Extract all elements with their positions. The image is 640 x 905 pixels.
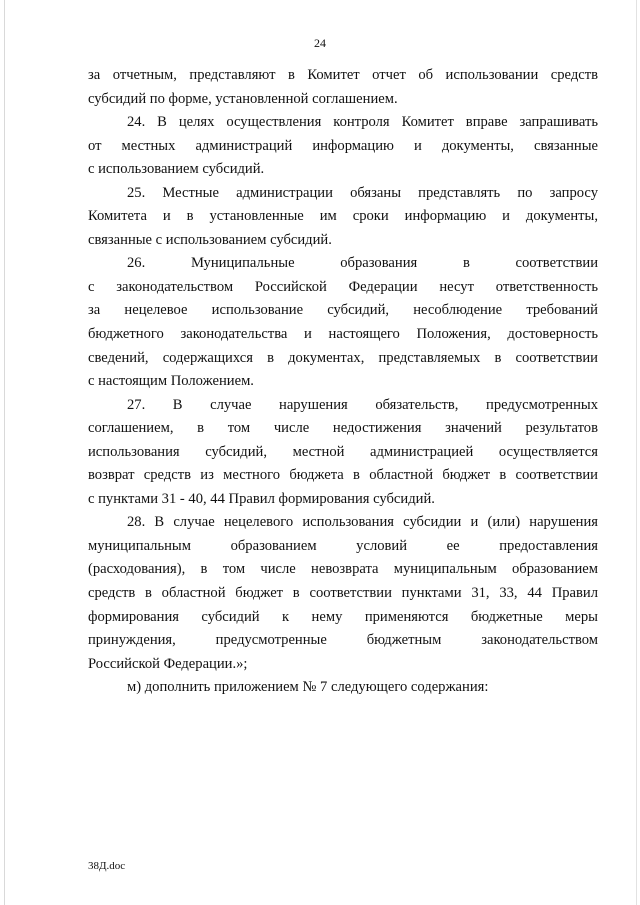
text-line: средств в областной бюджет в соответствии пунктами 31, 33, 44 Правил	[88, 585, 598, 602]
paragraph-cont	[88, 64, 598, 111]
text-line: 27. В случае нарушения обязательств, предусмотренных	[127, 396, 598, 413]
text-line: 26. Муниципальные образования в соответствии	[127, 255, 598, 272]
text-line: за нецелевое использование субсидий, несоблюдение требований	[88, 302, 598, 319]
paragraph-p28	[88, 511, 598, 676]
text-line: за отчетным, представляют в Комитет отчет об использовании средств	[88, 67, 598, 83]
text-line: Российской Федерации.»;	[88, 655, 248, 672]
text-line: возврат средств из местного бюджета в областной бюджет в соответствии	[88, 467, 598, 484]
text-line: связанные с использованием субсидий.	[88, 231, 332, 248]
text-line: от местных администраций информацию и документы, связанные	[88, 137, 598, 154]
text-line: принуждения, предусмотренные бюджетным законодательством	[88, 632, 598, 649]
document-body	[88, 64, 598, 700]
text-line: сведений, содержащихся в документах, представляемых в соответствии	[88, 349, 598, 366]
paragraph-p24	[88, 111, 598, 182]
text-line: использования субсидий, местной администрацией осуществляется	[88, 443, 598, 460]
paragraph-p27	[88, 394, 598, 512]
text-line: соглашением, в том числе недостижения значений результатов	[88, 420, 598, 437]
text-line: (расходования), в том числе невозврата муниципальным образованием	[88, 561, 598, 578]
paragraph-p26	[88, 252, 598, 393]
scan-edge-right	[636, 0, 637, 905]
paragraph-p25	[88, 182, 598, 253]
footer-file-name: 38Д.doc	[88, 860, 126, 872]
text-line: с использованием субсидий.	[88, 161, 265, 178]
text-line: 28. В случае нецелевого использования субсидии и (или) нарушения	[127, 514, 598, 531]
text-line: м) дополнить приложением № 7 следующего содержания:	[127, 679, 489, 696]
paragraph-pm	[88, 676, 598, 700]
text-line: с пунктами 31 - 40, 44 Правил формирования субсидий.	[88, 490, 435, 507]
text-line: 24. В целях осуществления контроля Комитет вправе запрашивать	[127, 114, 598, 131]
text-line: 25. Местные администрации обязаны представлять по запросу	[127, 184, 598, 201]
text-line: с настоящим Положением.	[88, 373, 254, 390]
scan-edge-left	[4, 0, 5, 905]
text-line: Комитета и в установленные им сроки информацию и документы,	[88, 208, 598, 225]
page-number: 24	[314, 36, 326, 50]
text-line: муниципальным образованием условий ее предоставления	[88, 537, 598, 554]
text-line: формирования субсидий к нему применяются бюджетные меры	[88, 608, 598, 625]
text-line: субсидий по форме, установленной соглашением.	[88, 90, 398, 107]
text-line: с законодательством Российской Федерации несут ответственность	[88, 278, 598, 295]
text-line: бюджетного законодательства и настоящего Положения, достоверность	[88, 326, 598, 343]
